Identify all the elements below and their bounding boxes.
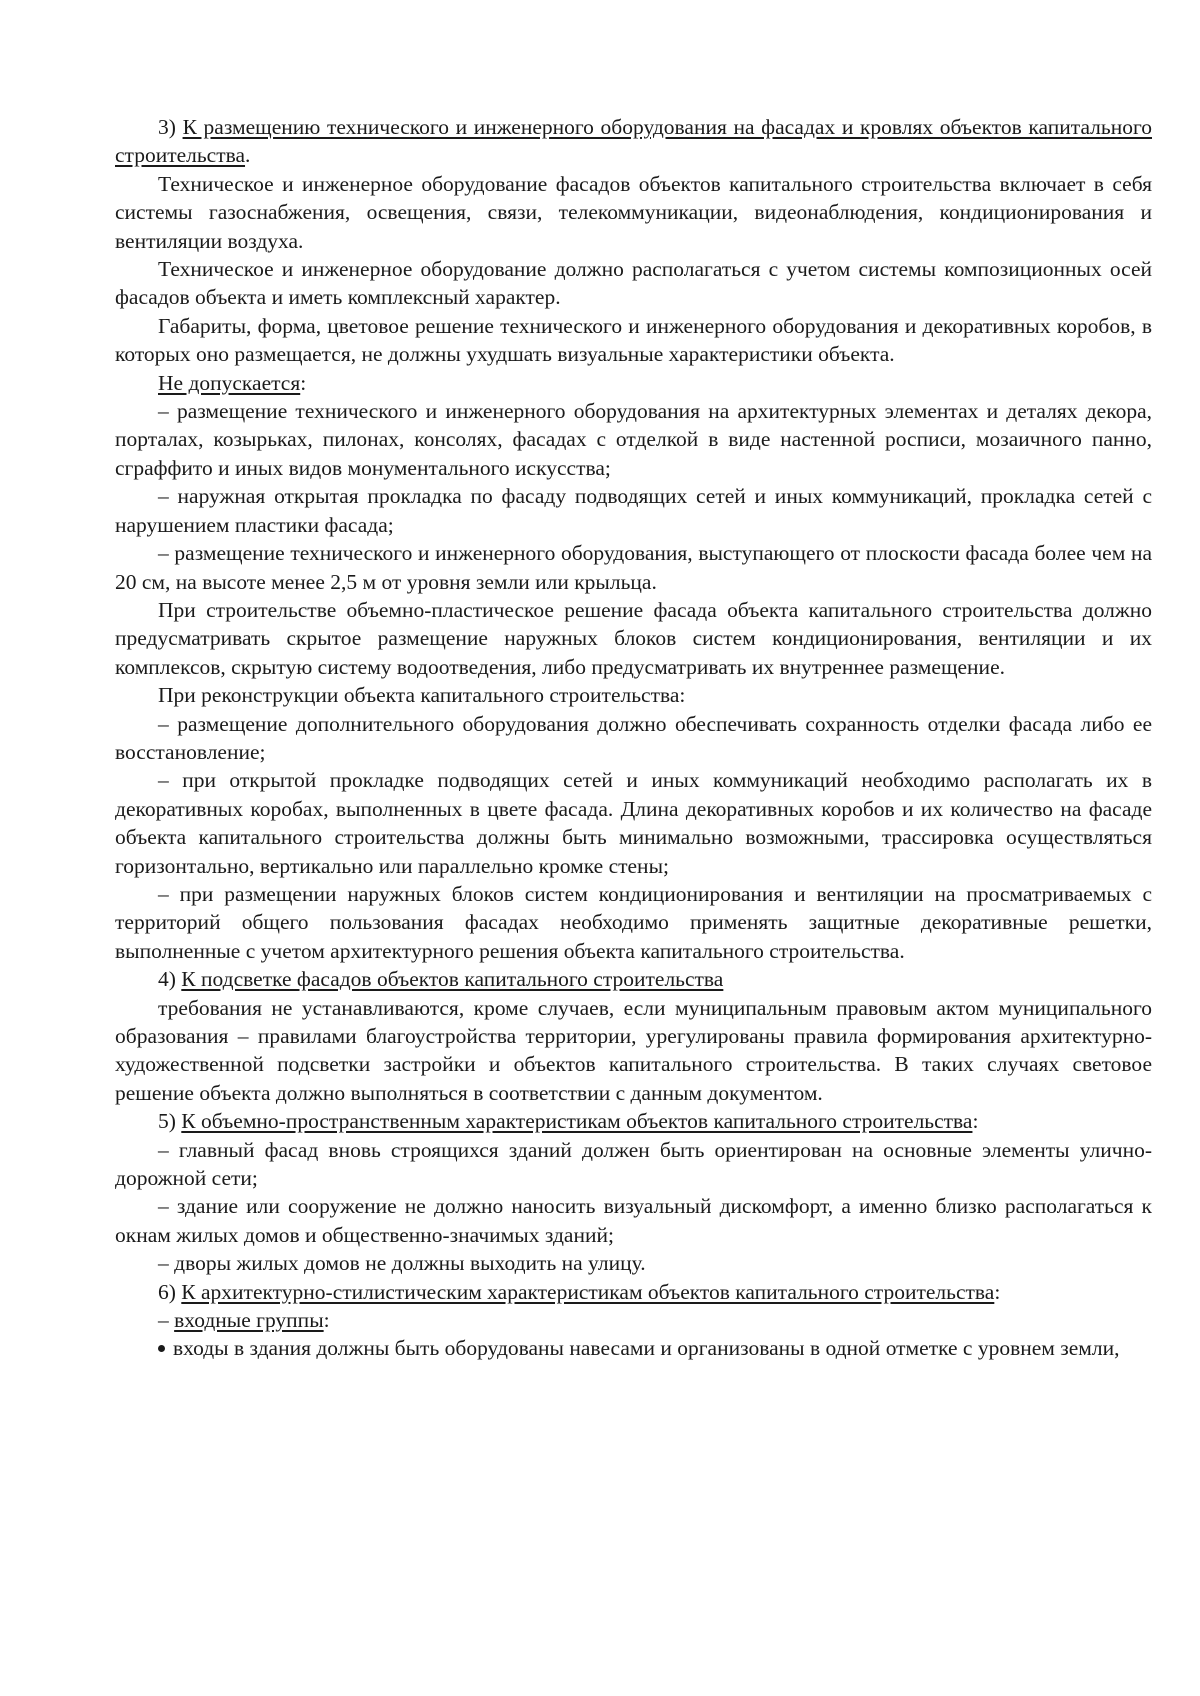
paragraph: Габариты, форма, цветовое решение технического и инженерного оборудования и декоративных коробов, в которых оно размещается, не должны ухудшать визуальные характеристики объекта.	[115, 313, 1152, 367]
punctuation: :	[994, 1279, 1001, 1304]
list-item: – размещение технического и инженерного оборудования на архитектурных элементах и деталях декора, порталах, козырьках, пилонах, консолях, фасадах с отделкой в виде настенной росписи, мозаичного панно, сграффито и иных видов монументального искусства;	[115, 399, 1152, 480]
section-number: 3)	[158, 115, 176, 139]
bullet-item	[115, 1334, 1152, 1362]
not-allowed-heading	[115, 369, 1152, 397]
section-title: К объемно-пространственным характеристикам объектов капитального строительства	[181, 1109, 973, 1134]
section-title: К подсветке фасадов объектов капитального строительства	[181, 967, 724, 992]
section-6-heading	[115, 1278, 1152, 1306]
section-title: К размещению технического и инженерного оборудования на фасадах и кровлях объектов капитального строительства	[115, 115, 1152, 168]
paragraph: При строительстве объемно-пластическое решение фасада объекта капитального строительства должно предусматривать скрытое размещение наружных блоков систем кондиционирования, вентиляции и их комплексов, скрытую систему водоотведения, либо предусматривать их внутреннее размещение.	[115, 597, 1152, 679]
punctuation: :	[323, 1308, 330, 1333]
list-item: – здание или сооружение не должно наносить визуальный дискомфорт, а именно близко располагаться к окнам жилых домов и общественно-значимых зданий;	[115, 1194, 1152, 1247]
paragraph: При реконструкции объекта капитального строительства:	[158, 683, 686, 708]
entry-groups-heading	[115, 1306, 1152, 1334]
entry-groups-label: входные группы	[174, 1308, 324, 1333]
punctuation: :	[972, 1109, 979, 1134]
list-item: – размещение технического и инженерного оборудования, выступающего от плоскости фасада более чем на 20 см, на высоте менее 2,5 м от уровня земли или крыльца.	[115, 541, 1152, 594]
list-item: – при размещении наружных блоков систем кондиционирования и вентиляции на просматриваемых с территорий общего пользования фасадах необходимо применять защитные декоративные решетки, выполненные с учетом архитектурного решения объекта капитального строительства.	[115, 881, 1152, 963]
section-number: 6)	[158, 1279, 176, 1304]
bullet-text: входы в здания должны быть оборудованы навесами и организованы в одной отметке с уровнем земли,	[173, 1336, 1120, 1361]
section-3-heading	[115, 113, 1152, 170]
not-allowed-label: Не допускается	[158, 370, 301, 395]
punctuation: :	[300, 370, 307, 395]
paragraph: требования не устанавливаются, кроме случаев, если муниципальным правовым актом муниципального образования – правилами благоустройства территории, урегулированы правила формирования архитектурно-художественной подсветки застройки и объектов капитального строительства. В таких случаях световое решение объекта должно выполняться в соответствии с данным документом.	[115, 995, 1152, 1105]
section-title: К архитектурно-стилистическим характеристикам объектов капитального строительства	[181, 1279, 995, 1304]
paragraph: Техническое и инженерное оборудование фасадов объектов капитального строительства включает в себя системы газоснабжения, освещения, связи, телекоммуникации, видеонаблюдения, кондиционирования и вентиляции воздуха.	[115, 171, 1152, 253]
section-4-heading	[115, 965, 1152, 993]
paragraph: Техническое и инженерное оборудование должно располагаться с учетом системы композиционных осей фасадов объекта и иметь комплексный характер.	[115, 257, 1152, 310]
bullet-icon	[158, 1345, 165, 1352]
section-5-heading	[115, 1107, 1152, 1135]
list-item: – дворы жилых домов не должны выходить на улицу.	[158, 1251, 646, 1276]
dash: –	[158, 1308, 169, 1333]
list-item: – размещение дополнительного оборудования должно обеспечивать сохранность отделки фасада либо ее восстановление;	[115, 711, 1152, 764]
section-number: 4)	[158, 967, 176, 992]
list-item: – главный фасад вновь строящихся зданий должен быть ориентирован на основные элементы улично-дорожной сети;	[115, 1137, 1152, 1191]
section-number: 5)	[158, 1109, 176, 1134]
document-page	[115, 113, 1152, 1363]
punctuation: .	[245, 143, 251, 168]
list-item: – наружная открытая прокладка по фасаду подводящих сетей и иных коммуникаций, прокладка сетей с нарушением пластики фасада;	[115, 484, 1152, 537]
list-item: – при открытой прокладке подводящих сетей и иных коммуникаций необходимо располагать их в декоративных коробах, выполненных в цвете фасада. Длина декоративных коробов и их количество на фасаде объекта капитального строительства должны быть минимально возможными, трассировка осуществляться горизонтально, вертикально или параллельно кромке стены;	[115, 768, 1152, 878]
